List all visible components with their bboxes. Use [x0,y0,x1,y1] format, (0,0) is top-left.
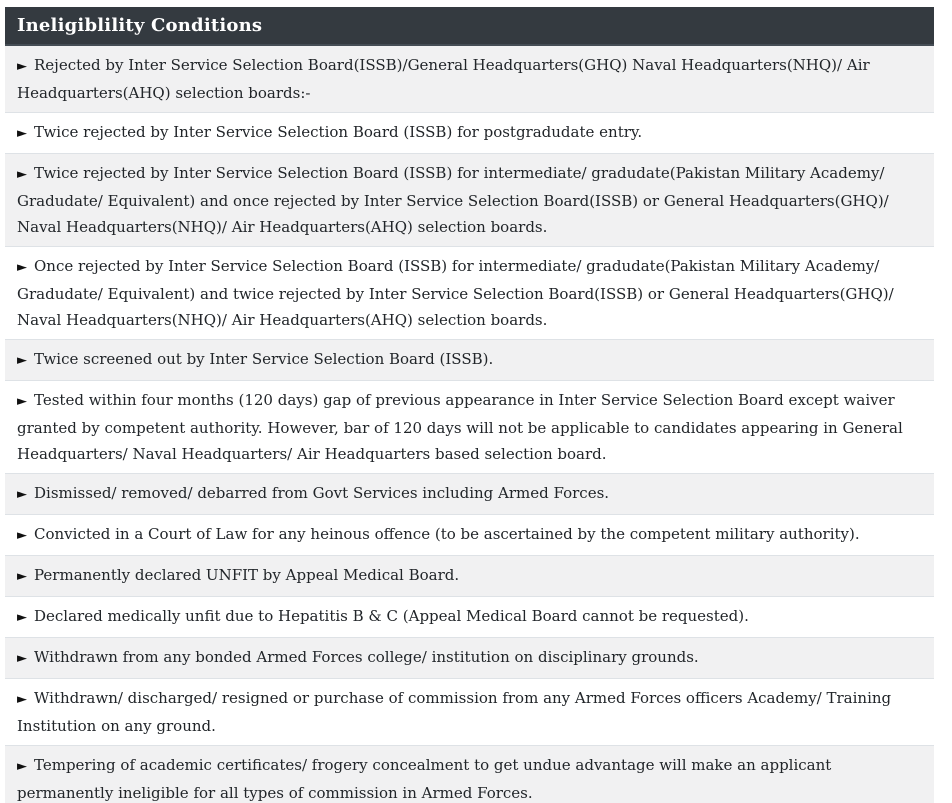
section-title: Ineligiblility Conditions [17,15,263,36]
list-item-text: Tested within four months (120 days) gap of previous appearance in Inter Service Selection Board except waiver granted by competent authority. However, bar of 120 days will not be applicable to candidates appearing in General Headquarters/ Naval Headquarters/ Air Headquarters based selection board. [17,391,903,463]
list-item-text: Convicted in a Court of Law for any heinous offence (to be ascertained by the competent military authority). [34,525,860,543]
section-header [5,7,934,46]
arrow-bullet-icon: ► [17,167,27,182]
arrow-bullet-icon: ► [17,569,27,584]
arrow-bullet-icon: ► [17,59,27,74]
arrow-bullet-icon: ► [17,126,27,141]
ineligibility-conditions-table [5,7,934,803]
list-item-text: Rejected by Inter Service Selection Board(ISSB)/General Headquarters(GHQ) Naval Headquarters(NHQ)/ Air Headquarters(AHQ) selection boards:- [17,56,870,102]
arrow-bullet-icon: ► [17,759,27,774]
list-item-text: Twice screened out by Inter Service Selection Board (ISSB). [34,350,494,368]
list-item [5,113,934,154]
list-item-text: Tempering of academic certificates/ frogery concealment to get undue advantage will make an applicant permanently ineligible for all types of commission in Armed Forces. [17,756,832,802]
arrow-bullet-icon: ► [17,692,27,707]
list-item [5,597,934,638]
list-item-text: Withdrawn from any bonded Armed Forces college/ institution on disciplinary grounds. [34,648,699,666]
list-item-text: Permanently declared UNFIT by Appeal Medical Board. [34,566,460,584]
arrow-bullet-icon: ► [17,394,27,409]
list-item [5,340,934,381]
list-item [5,746,934,803]
list-item-text: Withdrawn/ discharged/ resigned or purchase of commission from any Armed Forces officers Academy/ Training Institution on any ground. [17,689,892,735]
list-item [5,154,934,247]
list-item [5,381,934,474]
list-item-text: Twice rejected by Inter Service Selection Board (ISSB) for intermediate/ gradudate(Pakistan Military Academy/ Gradudate/ Equivalent) and once rejected by Inter Service Selection Board(ISSB) or General Headquarters(GHQ)/ Naval Headquarters(NHQ)/ Air Headquarters(AHQ) selection boards. [17,164,889,236]
arrow-bullet-icon: ► [17,353,27,368]
arrow-bullet-icon: ► [17,651,27,666]
list-item-text: Dismissed/ removed/ debarred from Govt Services including Armed Forces. [34,484,610,502]
arrow-bullet-icon: ► [17,528,27,543]
list-item [5,474,934,515]
list-item [5,638,934,679]
list-item-text: Twice rejected by Inter Service Selection Board (ISSB) for postgradudate entry. [34,123,643,141]
arrow-bullet-icon: ► [17,487,27,502]
list-item [5,247,934,340]
list-item-text: Once rejected by Inter Service Selection Board (ISSB) for intermediate/ gradudate(Pakistan Military Academy/ Gradudate/ Equivalent) and twice rejected by Inter Service Selection Board(ISSB) or General Headquarters(GHQ)/ Naval Headquarters(NHQ)/ Air Headquarters(AHQ) selection boards. [17,257,894,329]
arrow-bullet-icon: ► [17,610,27,625]
list-item [5,46,934,113]
arrow-bullet-icon: ► [17,260,27,275]
list-item [5,515,934,556]
list-item [5,679,934,746]
list-item-text: Declared medically unfit due to Hepatitis B & C (Appeal Medical Board cannot be requested). [34,607,749,625]
list-item [5,556,934,597]
